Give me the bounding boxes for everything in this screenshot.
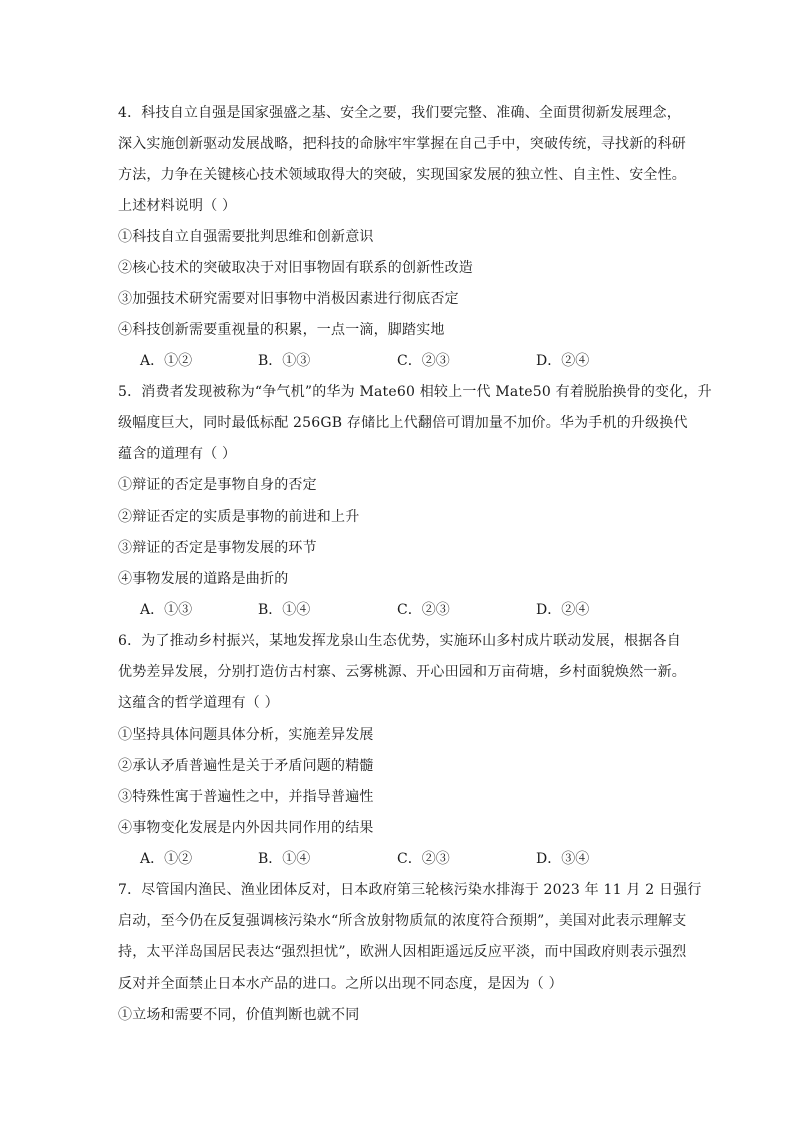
option-d: D．②④ — [536, 602, 590, 618]
question-5-stem-line-3: 蕴含的道理有（ ） — [118, 446, 237, 462]
question-5-statement-2: ②辩证否定的实质是事物的前进和上升 — [118, 509, 360, 525]
question-6-statement-2: ②承认矛盾普遍性是关于矛盾问题的精髓 — [118, 758, 374, 774]
option-c: C．②③ — [397, 851, 450, 867]
question-4-statement-2: ②核心技术的突破取决于对旧事物固有联系的创新性改造 — [118, 260, 473, 276]
question-4-stem-line-2: 深入实施创新驱动发展战略，把科技的命脉牢牢掌握在自己手中，突破传统，寻找新的科研 — [118, 136, 686, 152]
question-6-statement-1: ①坚持具体问题具体分析，实施差异发展 — [118, 727, 374, 743]
question-5-stem-line-1: 5．消费者发现被称为“争气机”的华为 Mate60 相较上一代 Mate50 有着脱胎换骨的变化，升 — [118, 384, 712, 400]
option-d: D．②④ — [536, 353, 590, 369]
question-4-statement-3: ③加强技术研究需要对旧事物中消极因素进行彻底否定 — [118, 291, 459, 307]
option-d: D．③④ — [536, 851, 590, 867]
question-7-stem-line-4: 反对并全面禁止日本水产品的进口。之所以出现不同态度，是因为（ ） — [118, 976, 563, 992]
question-6-stem-line-3: 这蕴含的哲学道理有（ ） — [118, 695, 279, 711]
question-7-statement-1: ①立场和需要不同，价值判断也就不同 — [118, 1007, 360, 1023]
question-6-statement-4: ④事物变化发展是内外因共同作用的结果 — [118, 820, 374, 836]
question-4-options — [140, 351, 680, 371]
option-b: B．①④ — [258, 851, 311, 867]
question-4-statement-4: ④科技创新需要重视量的积累，一点一滴，脚踏实地 — [118, 322, 445, 338]
question-5-options — [140, 600, 680, 620]
question-6-options — [140, 849, 680, 869]
question-5-statement-4: ④事物发展的道路是曲折的 — [118, 571, 289, 587]
option-c: C．②③ — [397, 353, 450, 369]
option-a: A．①② — [140, 851, 193, 867]
question-6-stem-line-2: 优势差异发展，分别打造仿古村寨、云雾桃源、开心田园和万亩荷塘，乡村面貌焕然一新。 — [118, 664, 686, 680]
question-4-stem-line-3: 方法，力争在关键核心技术领域取得大的突破，实现国家发展的独立性、自主性、安全性。 — [118, 167, 686, 183]
option-a: A．①③ — [140, 602, 193, 618]
question-5-statement-1: ①辩证的否定是事物自身的否定 — [118, 477, 317, 493]
question-6-stem-line-1: 6．为了推动乡村振兴，某地发挥龙泉山生态优势，实施环山多村成片联动发展，根据各自 — [118, 633, 681, 649]
question-4-stem-line-1: 4．科技自立自强是国家强盛之基、安全之要，我们要完整、准确、全面贯彻新发展理念， — [118, 105, 681, 121]
question-6-statement-3: ③特殊性寓于普遍性之中，并指导普遍性 — [118, 789, 374, 805]
question-7-stem-line-3: 持，太平洋岛国居民表达“强烈担忧”，欧洲人因相距遥远反应平淡，而中国政府则表示强烈 — [118, 944, 687, 960]
question-7-stem-line-1: 7．尽管国内渔民、渔业团体反对，日本政府第三轮核污染水排海于 2023 年 11 月 2 日强行 — [118, 882, 702, 898]
option-b: B．①③ — [258, 353, 311, 369]
question-4-statement-1: ①科技自立自强需要批判思维和创新意识 — [118, 229, 374, 245]
option-a: A．①② — [140, 353, 193, 369]
option-b: B．①④ — [258, 602, 311, 618]
option-c: C．②③ — [397, 602, 450, 618]
question-4-stem-line-4: 上述材料说明（ ） — [118, 198, 237, 214]
question-5-stem-line-2: 级幅度巨大，同时最低标配 256GB 存储比上代翻倍可谓加量不加价。华为手机的升级换代 — [118, 415, 688, 431]
question-7-stem-line-2: 启动，至今仍在反复强调核污染水“所含放射物质氚的浓度符合预期”，美国对此表示理解支 — [118, 913, 687, 929]
question-5-statement-3: ③辩证的否定是事物发展的环节 — [118, 540, 317, 556]
